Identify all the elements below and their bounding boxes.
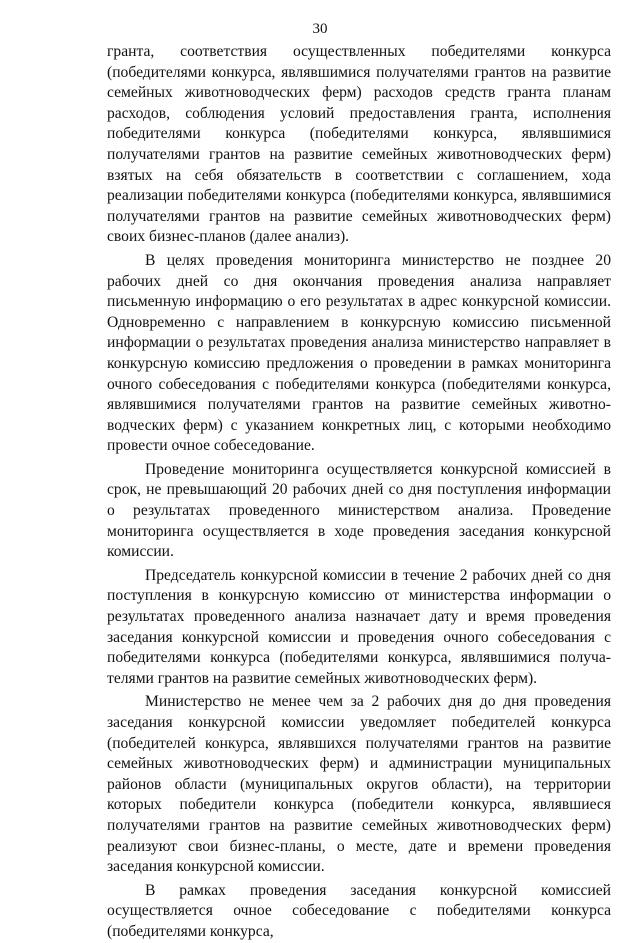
paragraph-monitoring-timing: Проведение мониторинга осуществляется конкурсной комиссией в срок, не превышающий 20 рабочих дней со дня поступления информации о результатах проведенного министерством анализа. Проведение мониторинга осуществляется в ходе проведения заседания конкурсной комиссии.	[107, 460, 611, 561]
document-body	[107, 42, 611, 943]
paragraph-continuation: гранта, соответствия осуществленных победителями конкурса (победителями конкурса, являвшимися получателями грантов на развитие семейных животноводческих ферм) расходов средств гранта планам расходов, соблюдения условий предоставления гранта, исполнения победителями конкурса (победителями конкурса, являвшимися получателями грантов на развитие семейных животноводческих ферм) взятых на себя обязательств в соответствии с соглашением, хода реализации победителями конкурса (победителями конкурса, являвшимися получателями грантов на развитие семейных животноводческих ферм) своих бизнес-планов (далее анализ).	[107, 43, 611, 246]
paragraph-ministry-notification: Министерство не менее чем за 2 рабочих дня до дня проведения заседания конкурсной комиссии уведомляет победителей конкурса (победителей конкурса, являвшихся получателями грантов на развитие семейных животноводческих ферм) и администрации муниципальных районов области (муниципальных округов области), на территории которых победители конкурса (победители конкурса, являвшиеся получателями грантов на развитие семейных животноводческих ферм) реализуют свои бизнес-планы, о месте, дате и времени проведения заседания конкурсной комиссии.	[107, 693, 611, 876]
paragraph-chairman-schedule: Председатель конкурсной комиссии в течение 2 рабочих дней со дня поступления в конкурсную комиссию от министерства информации о результатах проведенного анализа назначает дату и время проведения заседания конкурсной комиссии и проведения очного собеседования с победителями конкурса (победителями конкурса, являвшимися получателями грантов на развитие семейных животноводческих ферм).	[107, 566, 611, 687]
paragraph-interview: В рамках проведения заседания конкурсной комиссией осуществляется очное собеседование с победителями конкурса (победителями конкурса,	[107, 881, 611, 940]
paragraph-monitoring-info: В целях проведения мониторинга министерство не позднее 20 рабочих дней со дня окончания проведения анализа направляет письменную информацию о его результатах в адрес конкурсной комиссии. Одновременно с направлением в конкурсную комиссию письменной информации о результатах проведения анализа министерство направляет в конкурсную комиссию предложения о проведении в рамках мониторинга очного собеседования с победителями конкурса (победителями конкурса, являвшимися получателями грантов на развитие семейных животноводческих ферм) с указанием конкретных лиц, с которыми необходимо провести очное собеседование.	[107, 251, 611, 455]
page-number: 30	[312, 21, 328, 37]
